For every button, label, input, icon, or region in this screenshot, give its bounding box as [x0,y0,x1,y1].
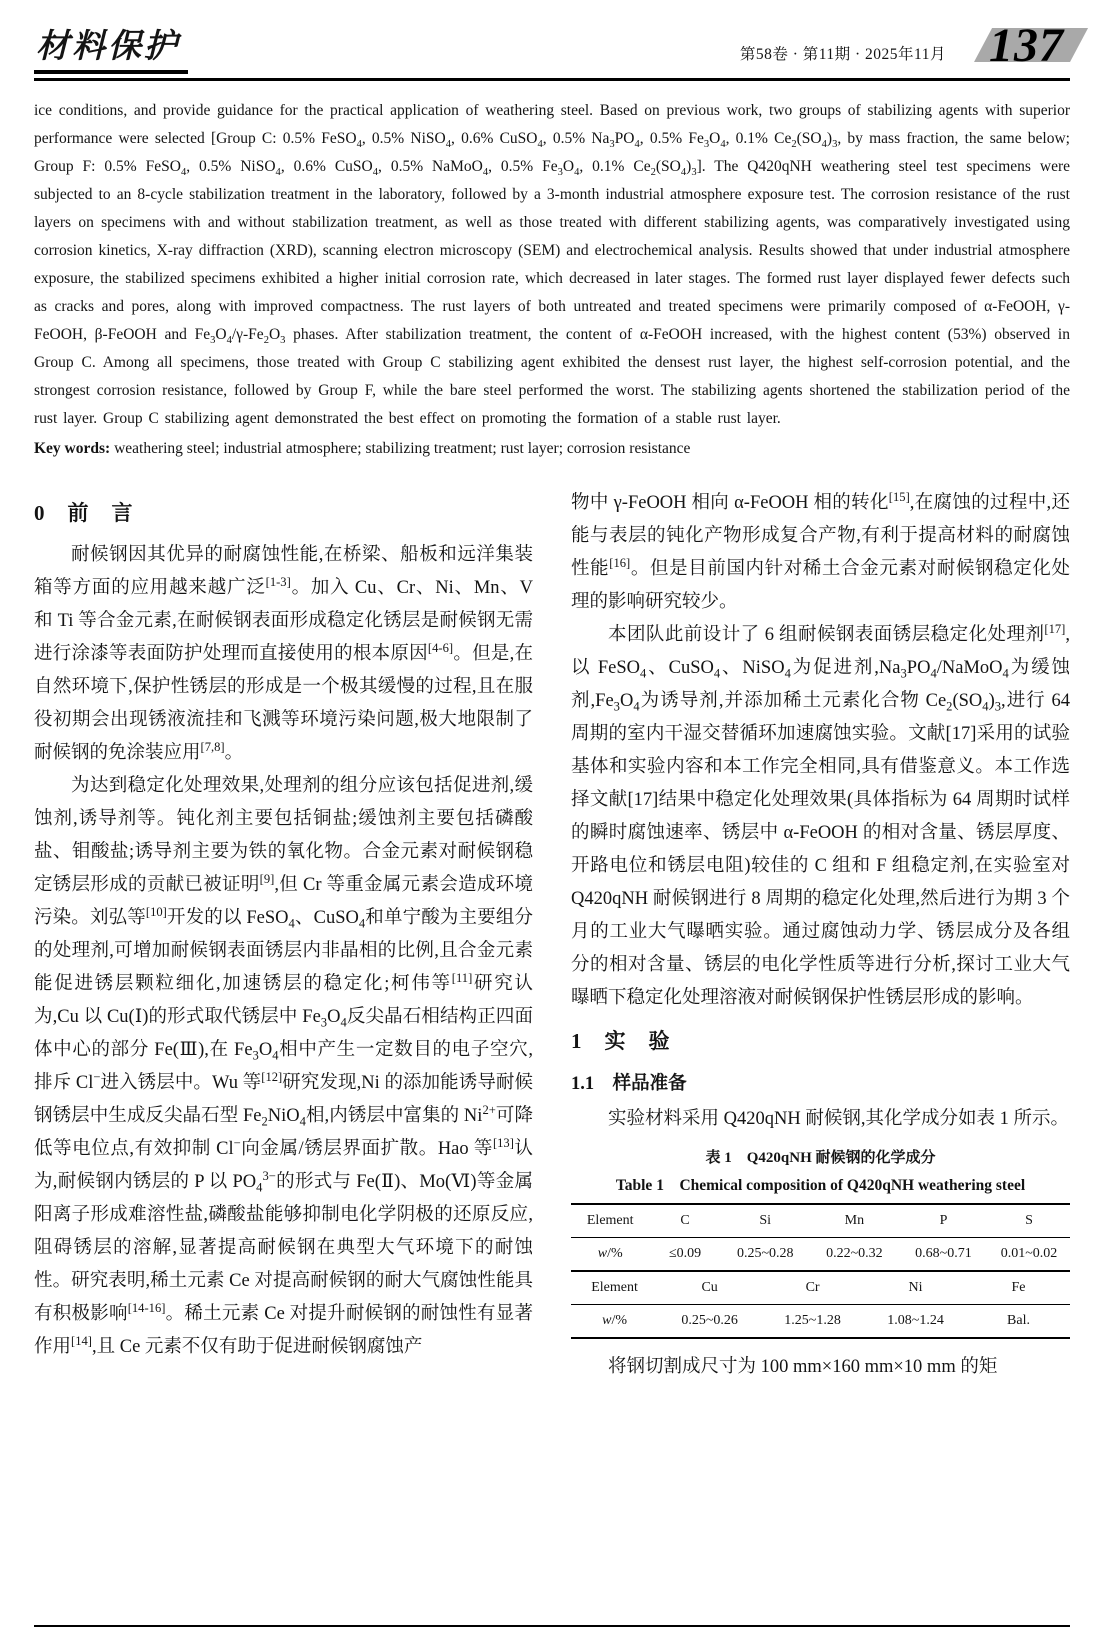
table-cell: C [680,1213,690,1228]
keywords-line [34,435,1070,463]
table-row-element-1 [571,1205,1070,1238]
table-cell: Cu [701,1280,718,1295]
table-cell: w/% [597,1246,623,1261]
table-cell: Bal. [1007,1313,1030,1328]
table-cell: 1.08~1.24 [887,1313,944,1328]
table-cell: 1.25~1.28 [784,1313,841,1328]
intro-paragraph-continuation: 物中 γ-FeOOH 相向 α-FeOOH 相的转化[15],在腐蚀的过程中,还能与表层的钝化产物形成复合产物,有利于提高材料的耐腐蚀性能[16]。但是目前国内针对稀土合金元素对耐候钢稳定化处理的影响研究较少。 [571,489,1070,612]
table-cell: Mn [844,1213,865,1228]
table-cell: Si [759,1213,772,1228]
table-row-mass-fraction-2 [571,1305,1070,1337]
section-0-heading: 0 前 言 [34,501,134,525]
table-cell: Fe [1011,1280,1026,1295]
footer-rule [34,1625,1070,1627]
table-caption-zh: 表 1 Q420qNH 耐候钢的化学成分 [705,1150,936,1166]
left-column [34,487,533,1384]
intro-paragraph-2: 为达到稳定化处理效果,处理剂的组分应该包括促进剂,缓蚀剂,诱导剂等。钝化剂主要包括铜盐;缓蚀剂主要包括磷酸盐、钼酸盐;诱导剂主要为铁的氧化物。合金元素对耐候钢稳定锈层形成的贡献已被证明[9],但 Cr 等重金属元素会造成环境污染。刘弘等[10]开发的以 FeSO$_4$、CuSO$_4$和单宁酸为主要组分的处理剂,可增加耐候钢表面锈层内非晶相的比例,且合金元素能促进锈层颗粒细化,加速锈层的稳定化;柯伟等[11]研究认为,Cu 以 Cu(Ⅰ)的形式取代锈层中 $Fe_3O_4$反尖晶石相结构正四面体中心的部分 Fe(Ⅲ),在 $Fe_3O_4$相中产生一定数目的电子空穴,排斥 Cl−进入锈层中。Wu 等[12]研究发现,Ni 的添加能诱导耐候钢锈层中生成反尖晶石型 $Fe_2NiO_4$相,内锈层中富集的 $Ni^{2+}$可降低等电位点,有效抑制 Cl−向金属/锈层界面扩散。Hao 等[13]认为,耐候钢内锈层的 P 以 $PO_4^{3-}$的形式与 Fe(Ⅱ)、Mo(Ⅵ)等金属阳离子形成难溶性盐,磷酸盐能够抑制电化学阴极的还原反应,阻碍锈层的溶解,显著提高耐候钢在典型大气环境下的耐蚀性。研究表明,稀土元素 Ce 对提高耐候钢的耐大气腐蚀性能具有积极影响[14-16]。稀土元素 Ce 对提升耐候钢的耐蚀性有显著作用[14],且 Ce 元素不仅有助于促进耐候钢腐蚀产 [34,776,533,1357]
chemical-composition-table [571,1203,1070,1339]
header-rule [34,78,1070,81]
table-row-mass-fraction-1 [571,1238,1070,1272]
table-cell: Element [586,1213,634,1228]
team-design-paragraph: 本团队此前设计了 6 组耐候钢表面锈层稳定化处理剂[17],以 FeSO$_4$、CuSO$_4$、NiSO$_4$为促进剂$,Na_3PO_4/NaMoO_4$为缓蚀剂$,Fe_3O_4$为诱导剂,并添加稀土元素化合物 $Ce_2(SO_4)_3$,进行 64 周期的室内干湿交替循环加速腐蚀实验。文献[17]采用的试验基体和实验内容和本工作完全相同,具有借鉴意义。本工作选择文献[17]结果中稳定化处理效果(具体指标为 64 周期时试样的瞬时腐蚀速率、锈层中 α-FeOOH 的相对含量、锈层厚度、开路电位和锈层电阻)较佳的 C 组和 F 组稳定剂,在实验室对 Q420qNH 耐候钢进行 8 周期的稳定化处理,然后进行为期 3 个月的工业大气曝晒实验。通过腐蚀动力学、锈层成分及各组分的相对含量、锈层的电化学性质等进行分析,探讨工业大气曝晒下稳定化处理溶液对耐候钢保护性锈层形成的影响。 [571,621,1070,1008]
two-column-body [34,487,1070,1384]
table-cell: 0.25~0.26 [681,1313,738,1328]
section-1-heading: 1 实 验 [571,1029,671,1053]
abstract-text: ice conditions, and provide guidance for the practical application of weathering steel. Based on previous work, two groups of stabilizing agents with superior performance were selected [Group C: 0.5% FeSO$_4$, 0.5% NiSO$_4$, 0.6% CuSO$_4$, 0.5% $Na_3PO_4$, 0.5% $Fe_3O_4$, 0.1% $Ce_2(SO_4)_3$, by mass fraction, the same below; Group F: 0.5% FeSO$_4$, 0.5% NiSO$_4$, 0.6% CuSO$_4$, 0.5% NaMoO$_4$, 0.5% $Fe_3O_4$, 0.1% $Ce_2(SO_4)_3$]. The Q420qNH weathering steel test specimens were subjected to an 8-cycle stabilization treatment in the laboratory, followed by a 3-month industrial atmosphere exposure test. The corrosion resistance of the rust layers on specimens with and without stabilization treatment, as well as those treated with different stabilizing agents, was comparatively investigated using corrosion kinetics, X-ray diffraction (XRD), scanning electron microscopy (SEM) and electrochemical analysis. Results showed that under industrial atmosphere exposure, the stabilized specimens exhibited a higher initial corrosion rate, which decreased in later stages. The formed rust layer displayed fewer defects such as cracks and pores, along with improved compactness. The rust layers of both untreated and treated specimens were primarily composed of α-FeOOH, γ-FeOOH, β-FeOOH and $Fe_3O_4/\gamma-Fe_2O_3$ phases. After stabilization treatment, the content of α-FeOOH increased, with the highest content (53%) observed in Group C. Among all specimens, those treated with Group C stabilizing agent exhibited the densest rust layer, the highest self-corrosion potential, and the strongest corrosion resistance, followed by Group F, while the bare steel performed the worst. The stabilizing agents shortened the stabilization period of the rust layer. Group C stabilizing agent demonstrated the best effect on promoting the formation of a stable rust layer. [34,102,1070,427]
table-cell: P [939,1213,948,1228]
table-row-element-2 [571,1272,1070,1305]
header-right [740,18,1070,74]
table-cell: Element [591,1280,638,1295]
table-cell: ≤0.09 [668,1246,702,1261]
keywords-text: weathering steel; industrial atmosphere; stabilizing treatment; rust layer; corrosion resistance [114,440,691,457]
table-cell: 0.68~0.71 [915,1246,972,1261]
keywords-label: Key words: [34,440,111,457]
table-cell: Cr [805,1280,820,1295]
intro-paragraph-1: 耐候钢因其优异的耐腐蚀性能,在桥梁、船板和远洋集装箱等方面的应用越来越广泛[1-3]。加入 Cu、Cr、Ni、Mn、V 和 Ti 等合金元素,在耐候钢表面形成稳定化锈层是耐候钢无需进行涂漆等表面防护处理而直接使用的根本原因[4-6]。但是,在自然环境下,保护性锈层的形成是一个极其缓慢的过程,且在服役初期会出现锈液流挂和飞溅等环境污染问题,极大地限制了耐候钢的免涂装应用[7,8]。 [34,545,533,763]
table-cell: 0.01~0.02 [1000,1246,1058,1261]
issue-info: 第58卷 · 第11期 · 2025年11月 [739,46,946,63]
page-number-text: 137 [989,19,1064,72]
table-cell: S [1025,1213,1033,1228]
table-caption-en: Table 1 Chemical composition of Q420qNH weathering steel [615,1177,1026,1194]
specimen-cutting-paragraph: 将钢切割成尺寸为 100 mm×160 mm×10 mm 的矩 [608,1357,998,1377]
page-header [34,16,1070,74]
table-cell: w/% [602,1313,628,1328]
table-cell: 0.22~0.32 [826,1246,883,1261]
table-cell: Ni [908,1280,923,1295]
sample-preparation-paragraph: 实验材料采用 Q420qNH 耐候钢,其化学成分如表 1 所示。 [608,1109,1069,1129]
page-number [960,18,1070,74]
table-cell: 0.25~0.28 [736,1246,794,1261]
section-1-1-heading: 1.1 样品准备 [571,1074,687,1094]
journal-logo: 材料保护 [34,20,188,74]
right-column [571,487,1070,1384]
